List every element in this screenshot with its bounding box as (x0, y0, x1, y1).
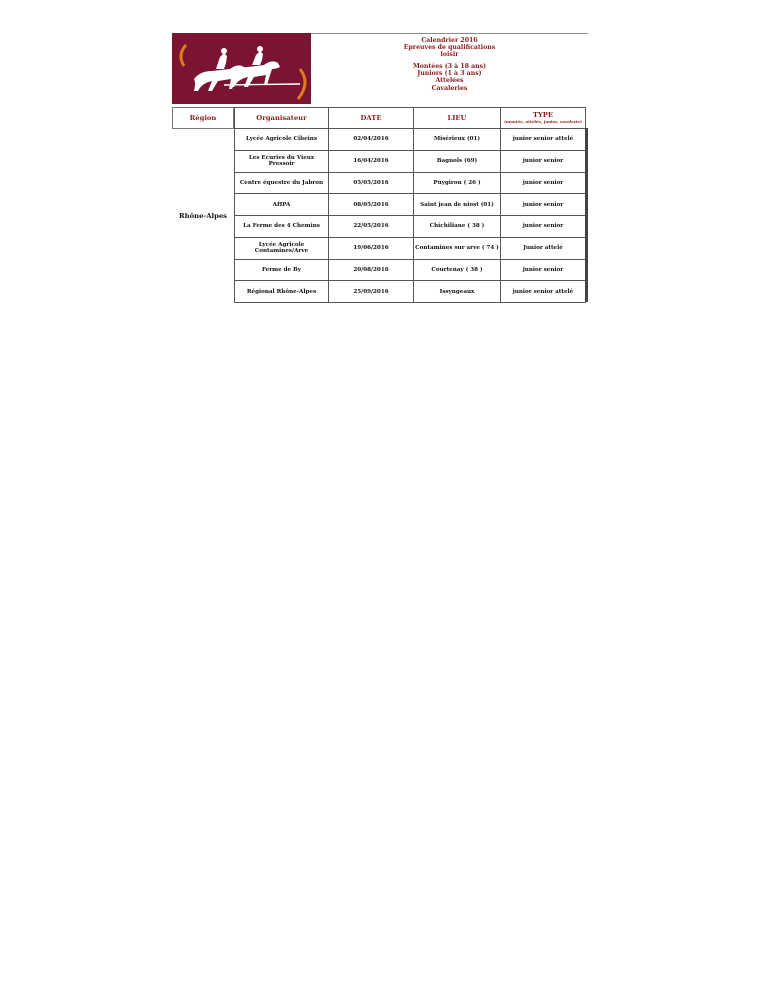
table-cell-organisateur: Lycée Agricole Cibeins (234, 129, 329, 151)
table-cell-organisateur: La Ferme des 4 Chemins (234, 216, 329, 238)
column-header-lieu: LIEU (414, 107, 501, 129)
table-cell-organisateur: Lycée Agricole Contamines/Arve (234, 238, 329, 260)
table-cell-date: 22/05/2016 (329, 216, 414, 238)
calendar-header (311, 33, 588, 105)
table-cell-type: Junior attelé (501, 238, 586, 260)
table-cell-type: junior senior attelé (501, 129, 586, 151)
table-shadow (585, 128, 588, 302)
horse-riders-icon (172, 33, 311, 104)
region-cell: Rhône-Alpes (179, 212, 227, 220)
table-cell-lieu: Puygiron ( 26 ) (414, 173, 501, 195)
table-cell-lieu: Courtenay ( 38 ) (414, 260, 501, 282)
column-header-type (501, 107, 586, 129)
table-cell-date: 16/04/2016 (329, 151, 414, 173)
table-cell-date: 25/09/2016 (329, 281, 414, 303)
table-cell-type: junior senior (501, 260, 586, 282)
header-banner (172, 33, 588, 104)
header-line-montees: Montées (3 à 18 ans) (412, 63, 487, 71)
table-cell-type: junior senior (501, 151, 586, 173)
header-line-attelees: Attelées (435, 77, 464, 85)
table-cell-lieu: Bagnols (69) (414, 151, 501, 173)
table-cell-date: 20/08/2016 (329, 260, 414, 282)
table-cell-date: 19/06/2016 (329, 238, 414, 260)
header-line-subtitle: Epreuves de qualifications (403, 44, 496, 52)
table-cell-organisateur: Centre équestre du Jabron (234, 173, 329, 195)
column-header-region: Région (172, 107, 234, 129)
table-cell-type: junior senior (501, 216, 586, 238)
column-header-date: DATE (329, 107, 414, 129)
table-cell-type: junior senior attelé (501, 281, 586, 303)
header-line-juniors: Juniors (1 à 3 ans) (417, 70, 482, 78)
table-cell-lieu: Saint jean de niost (01) (414, 194, 501, 216)
logo (172, 33, 311, 104)
table-cell-organisateur: Ferme de By (234, 260, 329, 282)
type-header-note: (montée, attelée, junior, cavalerie) (504, 119, 582, 124)
table-cell-lieu: Misérieux (01) (414, 129, 501, 151)
table-cell-type: junior senior (501, 173, 586, 195)
table-cell-lieu: Contamines sur arve ( 74 ) (414, 238, 501, 260)
table-cell-organisateur: AHPA (234, 194, 329, 216)
table-cell-lieu: Issyngeaux (414, 281, 501, 303)
table-cell-date: 08/05/2016 (329, 194, 414, 216)
type-header-label: TYPE (532, 111, 554, 119)
header-line-cavaleries: Cavaleries (431, 84, 468, 92)
table-cell-date: 02/04/2016 (329, 129, 414, 151)
header-line-title: Calendrier 2016 (421, 37, 478, 44)
table-cell-date: 05/05/2016 (329, 173, 414, 195)
table-cell-organisateur: Les Ecuries du Vieux Pressoir (234, 151, 329, 173)
header-line-category: loisir (440, 51, 459, 59)
left-bracket-icon (181, 45, 186, 66)
column-header-organisateur: Organisateur (234, 107, 329, 129)
table-cell-lieu: Chichiliane ( 38 ) (414, 216, 501, 238)
table-cell-organisateur: Régional Rhône-Alpes (234, 281, 329, 303)
table-cell-type: junior senior (501, 194, 586, 216)
